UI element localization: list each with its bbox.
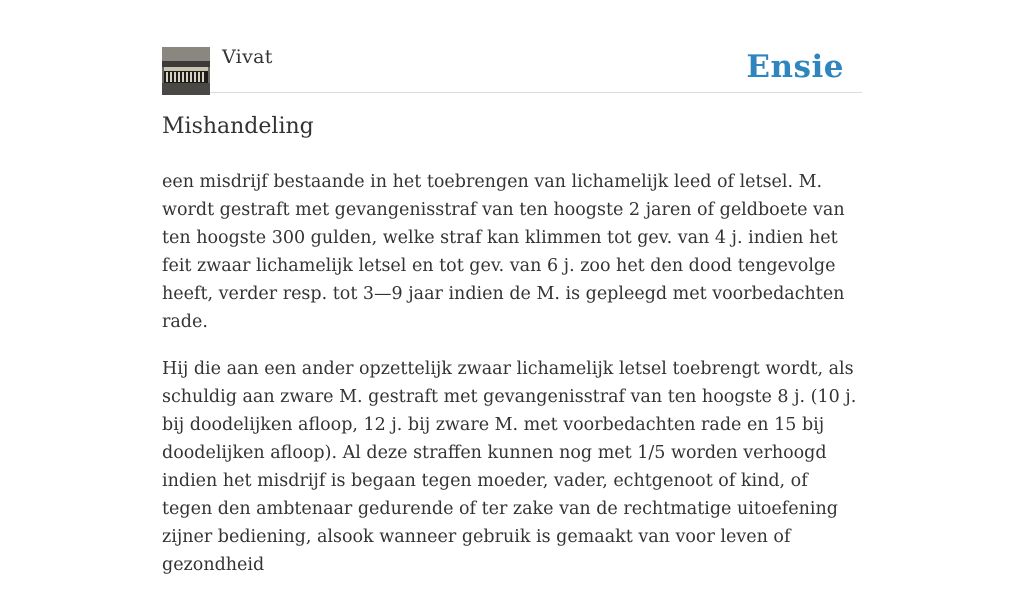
article-body: [162, 168, 862, 598]
paragraph: een misdrijf bestaande in het toebrengen van lichamelijk leed of letsel. M. wordt gestraft met gevangenisstraf van ten hoogste 2 jaren of geldboete van ten hoogste 300 gulden, welke straf kan klimmen tot gev. van 4 j. indien het feit zwaar lichamelijk letsel en tot gev. van 6 j. zoo het den dood tengevolge heeft, verder resp. tot 3—9 jaar indien de M. is gepleegd met voorbedachten rade.: [162, 172, 845, 332]
typewriter-avatar-icon: [162, 47, 210, 95]
author-avatar[interactable]: [162, 47, 210, 95]
paragraph: Hij die aan een ander opzettelijk zwaar lichamelijk letsel toebrengt wordt, als schuldig aan zware M. gestraft met gevangenisstraf van ten hoogste 8 j. (10 j. bij doodelijken afloop, 12 j. bij zware M. met voorbedachten rade en 15 bij doodelijken afloop). Al deze straffen kunnen nog met 1/5 worden verhoogd indien het misdrijf is begaan tegen moeder, vader, echtgenoot of kind, of tegen den ambtenaar gedurende of ter zake van de rechtmatige uitoefening zijner bediening, alsook wanneer gebruik is gemaakt van voor leven of gezondheid: [162, 359, 857, 575]
brand-logo[interactable]: Ensie: [746, 49, 844, 85]
page-title: Mishandeling: [162, 114, 314, 139]
header: [162, 46, 862, 93]
author-name[interactable]: Vivat: [222, 46, 273, 68]
